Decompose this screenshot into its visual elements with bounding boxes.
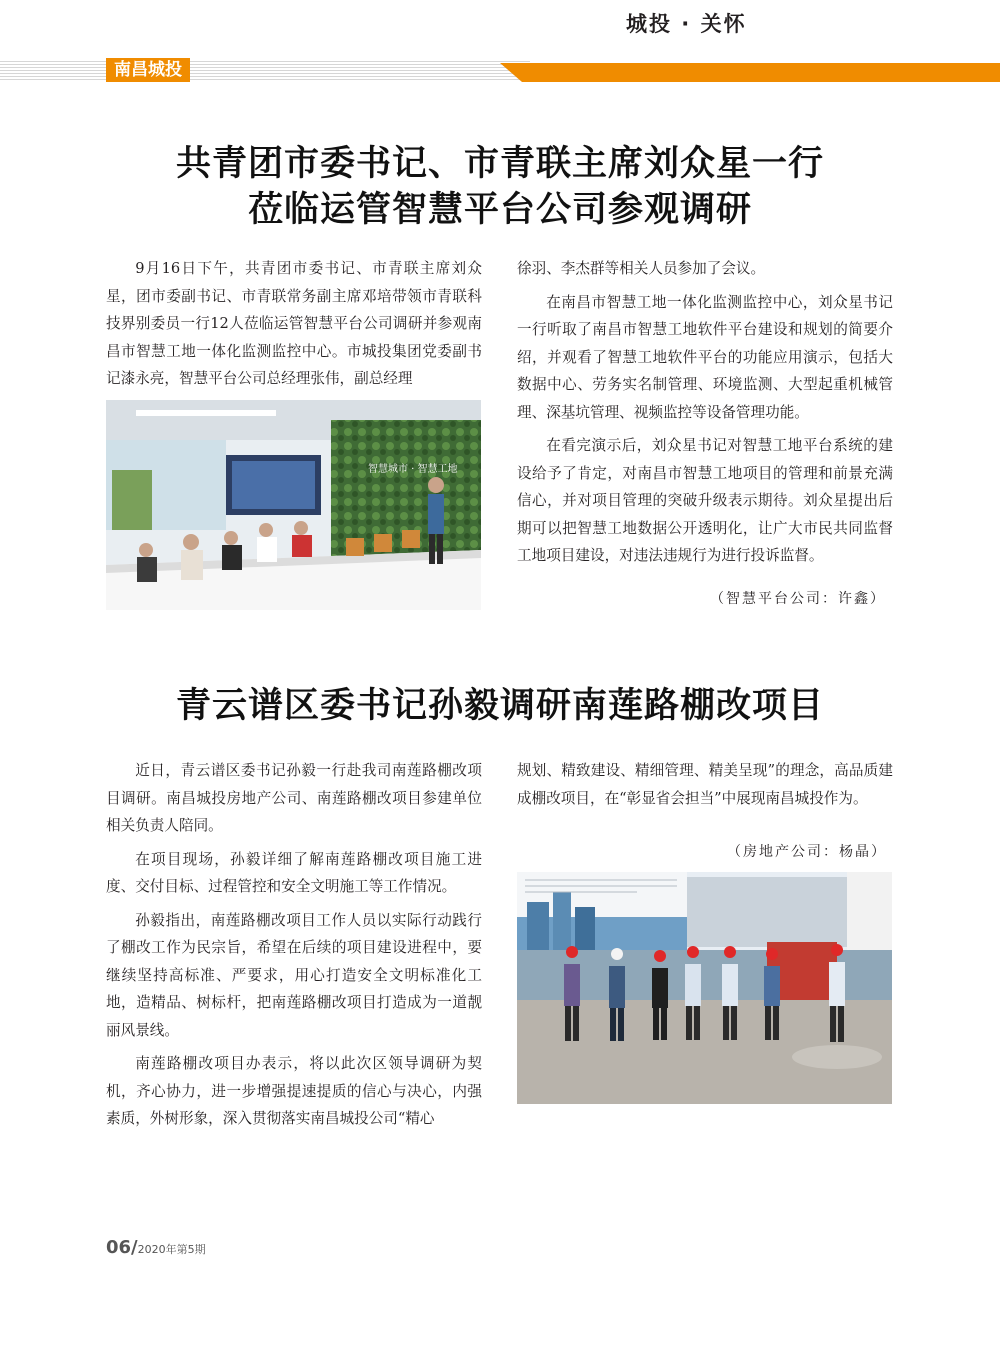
article1-paragraph: 在看完演示后，刘众星书记对智慧工地平台系统的建设给予了肯定，对南昌市智慧工地项目的管理和前景充满信心，并对项目管理的突破升级表示期待。刘众星提出后期可以把智慧工地数据公开透明化，让广大市民共同监督工地项目建设，对违法违规行为进行投诉监督。 (517, 437, 893, 564)
article2-right-column (517, 757, 893, 818)
article2-credit: （房地产公司：杨晶） (727, 844, 887, 860)
article2-paragraph: 规划、精致建设、精细管理、精美呈现”的理念，高品质建成棚改项目，在“彰显省会担当”中展现南昌城投作为。 (517, 762, 893, 807)
section-title: 城投 · 关怀 (626, 12, 747, 36)
article1-paragraph: 9月16日下午，共青团市委书记、市青联主席刘众星，团市委副书记、市青联常务副主席邓培带领市青联科技界别委员一行12人莅临运管智慧平台公司调研并参观南昌市智慧工地一体化监测监控中心。市城投集团党委副书记漆永亮，智慧平台公司总经理张伟，副总经理 (106, 260, 482, 387)
article1-left-column (106, 255, 482, 399)
meeting-room-photo (106, 400, 481, 610)
site-visit-photo (517, 872, 892, 1104)
article2-left-column (106, 757, 482, 1139)
article1-title-line1: 共青团市委书记、市青联主席刘众星一行 (175, 144, 824, 184)
article2-paragraph: 近日，青云谱区委书记孙毅一行赴我司南莲路棚改项目调研。南昌城投房地产公司、南莲路棚改项目参建单位相关负责人陪同。 (106, 762, 482, 834)
article1-right-column (517, 255, 893, 576)
header-band (0, 61, 1000, 82)
page-number: 06/ (106, 1237, 138, 1258)
header-orange-bar (500, 63, 1000, 82)
article1-paragraph: 在南昌市智慧工地一体化监测监控中心，刘众星书记一行听取了南昌市智慧工地软件平台建设和规划的简要介绍，并观看了智慧工地软件平台的功能应用演示，包括大数据中心、劳务实名制管理、环境监测、大型起重机械管理、深基坑管理、视频监控等设备管理功能。 (517, 293, 893, 421)
brand-tag: 南昌城投 (106, 58, 190, 82)
article1-credit: （智慧平台公司：许鑫） (710, 591, 886, 607)
article1-headline (0, 141, 1000, 233)
article2-paragraph: 孙毅指出，南莲路棚改项目工作人员以实际行动践行了棚改工作为民宗旨，希望在后续的项目建设进程中，要继续坚持高标准、严要求，用心打造安全文明标准化工地，造精品、树标杆，把南莲路棚改项目打造成为一道靓丽风景线。 (106, 911, 482, 1039)
article2-headline: 青云谱区委书记孙毅调研南莲路棚改项目 (175, 686, 824, 726)
header-stripes (0, 61, 530, 82)
article1-paragraph: 徐羽、李杰群等相关人员参加了会议。 (517, 260, 766, 277)
article2-paragraph: 南莲路棚改项目办表示，将以此次区领导调研为契机，齐心协力，进一步增强提速提质的信心与决心，内强素质，外树形象，深入贯彻落实南昌城投公司“精心 (106, 1055, 482, 1127)
article2-photo (517, 872, 892, 1104)
article1-title-line2: 莅临运管智慧平台公司参观调研 (247, 190, 752, 230)
wall-slogan: 智慧城市 · 智慧工地 (368, 464, 458, 475)
article1-photo (106, 400, 481, 610)
issue-label: 2020年第5期 (137, 1243, 206, 1256)
article2-paragraph: 在项目现场，孙毅详细了解南莲路棚改项目施工进度、交付目标、过程管控和安全文明施工等工作情况。 (106, 850, 482, 895)
page-footer (106, 1237, 206, 1258)
